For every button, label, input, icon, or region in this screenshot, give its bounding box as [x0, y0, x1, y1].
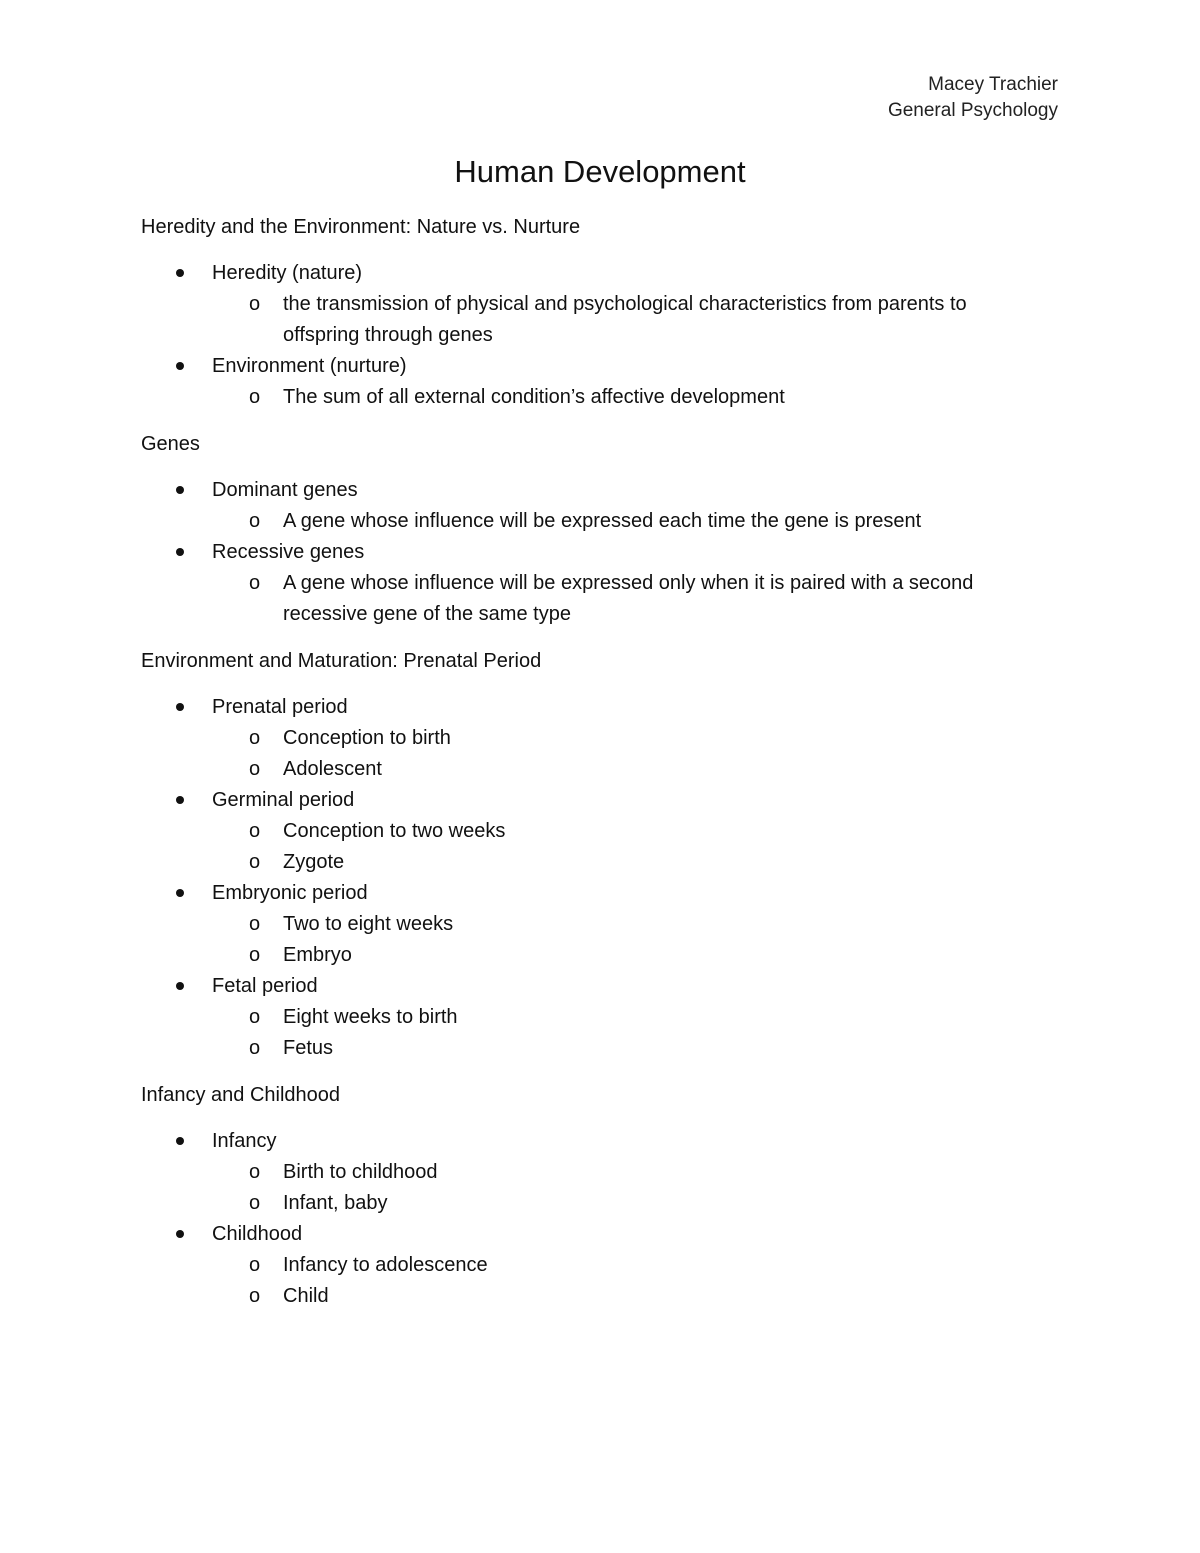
bullet-list: [141, 1126, 1041, 1312]
sub-list-item-text: Birth to childhood: [283, 1161, 438, 1183]
hollow-bullet-icon: o: [249, 386, 261, 408]
sub-list-item-text: Infancy to adolescence: [283, 1254, 488, 1276]
list-item-label: Prenatal period: [212, 696, 348, 718]
sub-list-item-text: Zygote: [283, 851, 345, 873]
hollow-bullet-icon: o: [249, 944, 261, 966]
sub-list-item-text: A gene whose influence will be expressed only when it is paired with a second recessive gene of the same type: [283, 572, 974, 625]
hollow-bullet-icon: o: [249, 1006, 261, 1028]
bullet-list: [141, 258, 1041, 413]
hollow-bullet-icon: o: [249, 1161, 261, 1183]
hollow-bullet-icon: o: [249, 851, 261, 873]
sub-bullet-list: [212, 816, 1041, 878]
list-item: [141, 537, 1041, 630]
list-item-label: Infancy: [212, 1130, 277, 1152]
sub-list-item: [212, 754, 1041, 785]
list-item-label: Germinal period: [212, 789, 355, 811]
section-heading: Genes: [141, 433, 200, 455]
hollow-bullet-icon: o: [249, 1254, 261, 1276]
list-item-label: Embryonic period: [212, 882, 368, 904]
course-name: General Psychology: [887, 100, 1058, 121]
header-block: [888, 72, 1058, 124]
sub-bullet-list: [212, 568, 1041, 630]
list-item: [141, 971, 1041, 1064]
section: [141, 646, 1041, 1064]
sub-bullet-list: [212, 382, 1041, 413]
section-heading: Environment and Maturation: Prenatal Period: [141, 650, 542, 672]
sub-list-item-text: Embryo: [283, 944, 352, 966]
sub-list-item: [212, 1188, 1041, 1219]
section-heading: Infancy and Childhood: [141, 1084, 341, 1106]
list-item: [141, 692, 1041, 785]
hollow-bullet-icon: o: [249, 1285, 261, 1307]
list-item: [141, 351, 1041, 413]
list-item-label: Childhood: [212, 1223, 303, 1245]
bullet-dot-icon: [176, 486, 184, 494]
sub-list-item-text: The sum of all external condition’s affective development: [283, 386, 785, 408]
sub-list-item-text: Child: [283, 1285, 329, 1307]
sub-list-item-text: Conception to two weeks: [283, 820, 506, 842]
sub-bullet-list: [212, 1250, 1041, 1312]
bullet-dot-icon: [176, 1230, 184, 1238]
sub-bullet-list: [212, 289, 1041, 351]
hollow-bullet-icon: o: [249, 758, 261, 780]
bullet-dot-icon: [176, 703, 184, 711]
hollow-bullet-icon: o: [249, 1037, 261, 1059]
sub-bullet-list: [212, 723, 1041, 785]
sub-list-item: [212, 723, 1041, 754]
sub-list-item: [212, 506, 1041, 537]
sub-list-item-text: Eight weeks to birth: [283, 1006, 458, 1028]
list-item-label: Environment (nurture): [212, 355, 407, 377]
bullet-dot-icon: [176, 1137, 184, 1145]
bullet-dot-icon: [176, 362, 184, 370]
sub-list-item: [212, 1250, 1041, 1281]
sub-list-item: [212, 1157, 1041, 1188]
sub-bullet-list: [212, 909, 1041, 971]
sub-list-item: [212, 568, 1041, 630]
sub-list-item: [212, 1281, 1041, 1312]
bullet-list: [141, 475, 1041, 630]
sub-list-item-text: Adolescent: [283, 758, 382, 780]
hollow-bullet-icon: o: [249, 510, 261, 532]
section-heading: Heredity and the Environment: Nature vs. Nurture: [141, 216, 581, 238]
hollow-bullet-icon: o: [249, 820, 261, 842]
list-item: [141, 878, 1041, 971]
hollow-bullet-icon: o: [249, 913, 261, 935]
sub-list-item-text: Two to eight weeks: [283, 913, 454, 935]
sub-bullet-list: [212, 506, 1041, 537]
sub-list-item: [212, 1002, 1041, 1033]
sub-list-item-text: Conception to birth: [283, 727, 451, 749]
page-title: Human Development: [454, 154, 746, 189]
bullet-dot-icon: [176, 982, 184, 990]
hollow-bullet-icon: o: [249, 572, 261, 594]
document-body: [141, 212, 1041, 1328]
sub-list-item: [212, 1033, 1041, 1064]
list-item: [141, 475, 1041, 537]
sub-bullet-list: [212, 1002, 1041, 1064]
bullet-dot-icon: [176, 269, 184, 277]
list-item: [141, 258, 1041, 351]
hollow-bullet-icon: o: [249, 293, 261, 315]
list-item: [141, 785, 1041, 878]
sub-list-item: [212, 847, 1041, 878]
bullet-dot-icon: [176, 548, 184, 556]
sub-list-item: [212, 289, 1041, 351]
section: [141, 212, 1041, 413]
section: [141, 1080, 1041, 1312]
bullet-dot-icon: [176, 889, 184, 897]
sub-bullet-list: [212, 1157, 1041, 1219]
bullet-list: [141, 692, 1041, 1064]
section: [141, 429, 1041, 630]
sub-list-item-text: Infant, baby: [283, 1192, 388, 1214]
sub-list-item: [212, 816, 1041, 847]
bullet-dot-icon: [176, 796, 184, 804]
sub-list-item: [212, 909, 1041, 940]
sub-list-item-text: A gene whose influence will be expressed each time the gene is present: [283, 510, 922, 532]
sub-list-item: [212, 382, 1041, 413]
hollow-bullet-icon: o: [249, 1192, 261, 1214]
sub-list-item-text: Fetus: [283, 1037, 334, 1059]
hollow-bullet-icon: o: [249, 727, 261, 749]
author-name: Macey Trachier: [928, 74, 1058, 95]
sub-list-item-text: the transmission of physical and psychological characteristics from parents to offspring through genes: [283, 293, 967, 346]
list-item-label: Recessive genes: [212, 541, 365, 563]
sub-list-item: [212, 940, 1041, 971]
list-item-label: Heredity (nature): [212, 262, 363, 284]
list-item-label: Dominant genes: [212, 479, 358, 501]
list-item: [141, 1126, 1041, 1219]
list-item-label: Fetal period: [212, 975, 318, 997]
list-item: [141, 1219, 1041, 1312]
